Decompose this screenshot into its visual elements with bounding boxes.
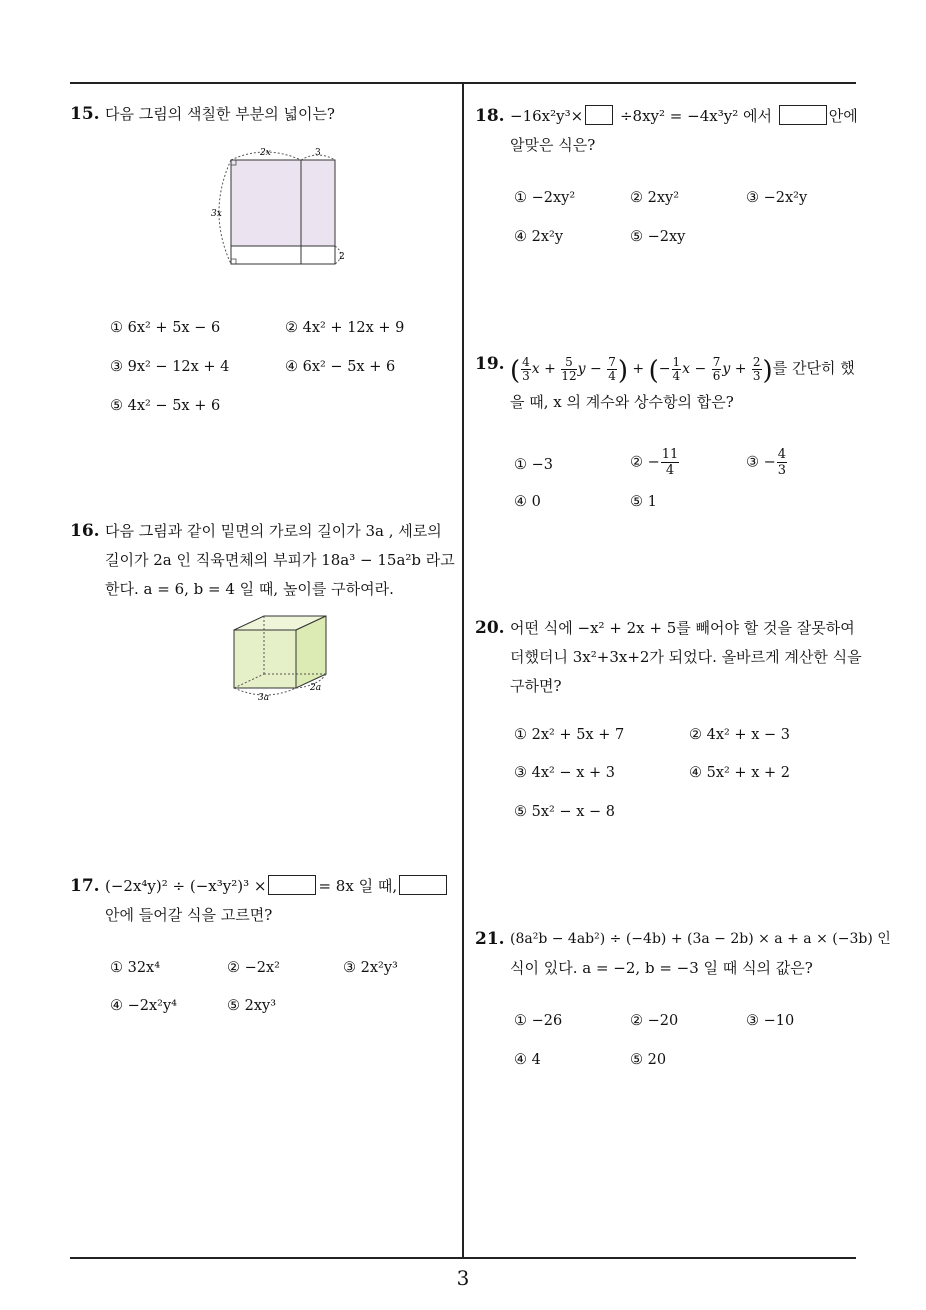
q21-option-4[interactable]: ④ 4 <box>514 1052 541 1068</box>
q16-cuboid-figure <box>222 610 342 705</box>
label-2: 2 <box>339 252 345 262</box>
q19-option-3[interactable] <box>746 447 788 478</box>
q18-option-2[interactable]: ② 2xy² <box>630 190 680 206</box>
label-3: 3 <box>315 148 321 158</box>
frac-num: 11 <box>661 447 679 462</box>
answer-blank-2[interactable] <box>399 875 447 895</box>
q15-option-3[interactable]: ③ 9x² − 12x + 4 <box>110 359 230 375</box>
q15-option-4[interactable]: ④ 6x² − 5x + 6 <box>285 359 396 375</box>
label-2a: 2a <box>310 683 322 693</box>
q20-option-2[interactable]: ② 4x² + x − 3 <box>689 727 790 743</box>
question-text-line3: 구하면? <box>510 677 562 695</box>
q20-option-4[interactable]: ④ 5x² + x + 2 <box>689 765 790 781</box>
question-text-line2: 식이 있다. a = −2, b = −3 일 때 식의 값은? <box>510 959 813 977</box>
q20-option-3[interactable]: ③ 4x² − x + 3 <box>514 765 615 781</box>
question-expression-tail: 안에 <box>828 107 858 125</box>
answer-blank-2[interactable] <box>779 105 827 125</box>
option-prefix: ② − <box>630 454 660 471</box>
q21-option-1[interactable]: ① −26 <box>514 1013 563 1029</box>
q15-rectangle-figure <box>205 142 355 272</box>
frac-den: 6 <box>712 368 721 383</box>
answer-blank[interactable] <box>585 105 613 125</box>
question-text-line2: 안에 들어갈 식을 고르면? <box>105 906 273 924</box>
q20-option-1[interactable]: ① 2x² + 5x + 7 <box>514 727 625 743</box>
frac-num: 7 <box>608 354 616 369</box>
label-3a: 3a <box>258 693 270 703</box>
frac-den: 4 <box>665 463 675 478</box>
frac-num: 4 <box>777 447 787 462</box>
frac-den: 3 <box>777 463 787 478</box>
question-18 <box>475 102 865 162</box>
frac-den: 4 <box>672 368 681 383</box>
q21-option-5[interactable]: ⑤ 20 <box>630 1052 667 1068</box>
question-number: 15. <box>70 104 100 124</box>
frac-num: 1 <box>672 354 681 369</box>
q18-option-1[interactable]: ① −2xy² <box>514 190 576 206</box>
q17-option-1[interactable]: ① 32x⁴ <box>110 960 161 976</box>
bottom-rule <box>70 1257 856 1259</box>
question-text-line1: (8a²b − 4ab²) ÷ (−4b) + (3a − 2b) × a + a × (−3b) 인 <box>510 931 891 947</box>
question-expression: (−2x⁴y)² ÷ (−x³y²)³ × <box>105 877 267 895</box>
q15-option-5[interactable]: ⑤ 4x² − 5x + 6 <box>110 398 221 414</box>
q19-option-1[interactable]: ① −3 <box>514 457 553 473</box>
frac-num: 7 <box>712 354 721 369</box>
q19-option-4[interactable]: ④ 0 <box>514 494 541 510</box>
question-number: 17. <box>70 876 100 896</box>
q20-option-5[interactable]: ⑤ 5x² − x − 8 <box>514 804 615 820</box>
question-expression-mid: ÷8xy² = −4x³y² 에서 <box>619 107 772 125</box>
q19-option-2[interactable] <box>630 447 680 478</box>
q17-option-5[interactable]: ⑤ 2xy³ <box>227 998 277 1014</box>
question-20 <box>475 614 865 704</box>
frac-num: 2 <box>752 354 761 369</box>
q18-option-5[interactable]: ⑤ −2xy <box>630 229 686 245</box>
q15-option-2[interactable]: ② 4x² + 12x + 9 <box>285 320 405 336</box>
question-text-line2: 더했더니 3x²+3x+2가 되었다. 올바르게 계산한 식을 <box>510 648 862 666</box>
question-16 <box>70 517 460 607</box>
frac-den: 12 <box>561 368 577 383</box>
question-text-line2: 을 때, x 의 계수와 상수항의 합은? <box>510 393 734 411</box>
question-text-line3: 한다. a = 6, b = 4 일 때, 높이를 구하여라. <box>105 580 394 598</box>
question-21 <box>475 925 891 985</box>
question-number: 18. <box>475 106 505 126</box>
q17-option-4[interactable]: ④ −2x²y⁴ <box>110 998 177 1014</box>
q21-option-3[interactable]: ③ −10 <box>746 1013 795 1029</box>
question-text-line1: 다음 그림과 같이 밑면의 가로의 길이가 3a , 세로의 <box>105 522 442 540</box>
question-number: 21. <box>475 929 505 949</box>
question-text-line2: 알맞은 식은? <box>510 136 596 154</box>
question-number: 20. <box>475 618 505 638</box>
frac-num: 5 <box>561 356 576 370</box>
answer-blank[interactable] <box>268 875 316 895</box>
question-text-line2: 길이가 2a 인 직육면체의 부피가 18a³ − 15a²b 라고 <box>105 551 455 569</box>
question-text: 다음 그림의 색칠한 부분의 넓이는? <box>105 105 335 123</box>
frac-den: 3 <box>752 368 761 383</box>
label-3x: 3x <box>211 209 222 219</box>
page-number: 3 <box>456 1266 470 1290</box>
question-17 <box>70 872 460 932</box>
frac-den: 4 <box>608 368 616 383</box>
question-number: 19. <box>475 354 505 374</box>
q17-option-3[interactable]: ③ 2x²y³ <box>343 960 398 976</box>
question-19: 19. ( $\frac{4}{3}$ x + $\frac{5}{12}$ y − $\frac{7}{4}$ ) + (− $\frac{1}{4}$ x − $\frac{7}{6}$ y + $\frac{2}{3}$ )를 간단히 했 을 때, x 의 계수와 상수항의 합은? <box>475 350 865 420</box>
question-number: 16. <box>70 521 100 541</box>
frac-den: 3 <box>522 368 530 383</box>
q21-option-2[interactable]: ② −20 <box>630 1013 679 1029</box>
column-divider <box>462 82 464 1258</box>
q17-option-2[interactable]: ② −2x² <box>227 960 280 976</box>
label-2x: 2x <box>260 148 271 158</box>
question-text-tail: 를 간단히 했 <box>772 359 855 377</box>
question-expression: −16x²y³× <box>510 107 584 125</box>
question-expression-tail: = 8x 일 때, <box>318 877 398 895</box>
q15-option-1[interactable]: ① 6x² + 5x − 6 <box>110 320 221 336</box>
q18-option-4[interactable]: ④ 2x²y <box>514 229 564 245</box>
option-prefix: ③ − <box>746 454 776 471</box>
q18-option-3[interactable]: ③ −2x²y <box>746 190 808 206</box>
question-text-line1: 어떤 식에 −x² + 2x + 5를 빼어야 할 것을 잘못하여 <box>510 619 855 637</box>
frac-num: 4 <box>522 354 530 369</box>
q19-option-5[interactable]: ⑤ 1 <box>630 494 657 510</box>
